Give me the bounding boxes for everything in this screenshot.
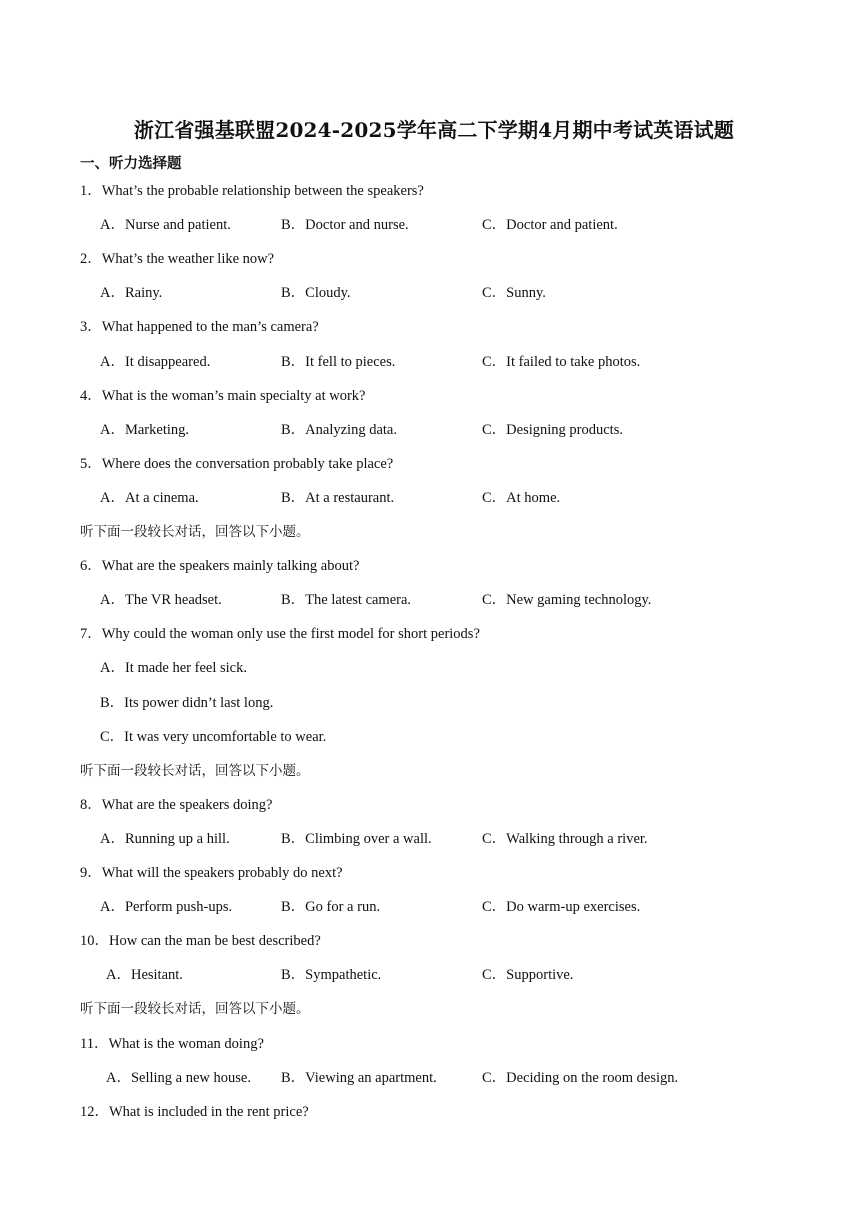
- question-stem: 3．What happened to the man’s camera?: [80, 319, 319, 335]
- answer-option-a[interactable]: A．Marketing.: [100, 422, 189, 438]
- question-stem: 9．What will the speakers probably do next?: [80, 865, 343, 881]
- instruction-note: 听下面一段较长对话，回答以下小题。: [80, 1001, 310, 1017]
- question-stem: 12．What is included in the rent price?: [80, 1104, 309, 1120]
- answer-option-b[interactable]: B．It fell to pieces.: [281, 354, 396, 370]
- answer-option-b[interactable]: B．Cloudy.: [281, 285, 351, 301]
- answer-option-c[interactable]: C．Designing products.: [482, 422, 623, 438]
- option-row: [0, 1069, 868, 1087]
- question-stem: 10．How can the man be best described?: [80, 933, 321, 949]
- option-row: [0, 353, 868, 371]
- option-row: [0, 591, 868, 609]
- question-stem: 7．Why could the woman only use the first model for short periods?: [80, 626, 480, 642]
- answer-option-b[interactable]: B．Viewing an apartment.: [281, 1070, 437, 1086]
- answer-option-a[interactable]: A．Hesitant.: [106, 967, 183, 983]
- question-stem: 2．What’s the weather like now?: [80, 251, 275, 267]
- option-row: [0, 216, 868, 234]
- option-row: [0, 284, 868, 302]
- question-stem: 5．Where does the conversation probably take place?: [80, 456, 394, 472]
- answer-option-b[interactable]: B．The latest camera.: [281, 592, 412, 608]
- page-title: 浙江省强基联盟2024-2025学年高二下学期4月期中考试英语试题: [133, 118, 735, 142]
- answer-option-a[interactable]: A．Selling a new house.: [106, 1070, 251, 1086]
- question-stem: 1．What’s the probable relationship between the speakers?: [80, 183, 424, 199]
- answer-option-c[interactable]: C．Walking through a river.: [482, 831, 648, 847]
- instruction-note: 听下面一段较长对话，回答以下小题。: [80, 763, 310, 779]
- option-row: [0, 898, 868, 916]
- answer-option-a[interactable]: A．It disappeared.: [100, 354, 211, 370]
- answer-option[interactable]: C．It was very uncomfortable to wear.: [100, 729, 327, 745]
- answer-option-c[interactable]: C．It failed to take photos.: [482, 354, 641, 370]
- question-stem: 11．What is the woman doing?: [80, 1036, 264, 1052]
- question-stem: 6．What are the speakers mainly talking about?: [80, 558, 360, 574]
- answer-option-b[interactable]: B．Doctor and nurse.: [281, 217, 409, 233]
- answer-option-c[interactable]: C．New gaming technology.: [482, 592, 652, 608]
- answer-option-a[interactable]: A．Running up a hill.: [100, 831, 230, 847]
- answer-option-a[interactable]: A．At a cinema.: [100, 490, 199, 506]
- option-row: [0, 489, 868, 507]
- answer-option-c[interactable]: C．At home.: [482, 490, 561, 506]
- answer-option-a[interactable]: A．Nurse and patient.: [100, 217, 231, 233]
- answer-option-b[interactable]: B．Analyzing data.: [281, 422, 397, 438]
- answer-option-a[interactable]: A．Rainy.: [100, 285, 163, 301]
- answer-option-c[interactable]: C．Supportive.: [482, 967, 574, 983]
- answer-option-b[interactable]: B．Climbing over a wall.: [281, 831, 432, 847]
- question-stem: 4．What is the woman’s main specialty at work?: [80, 388, 366, 404]
- instruction-note: 听下面一段较长对话，回答以下小题。: [80, 524, 310, 540]
- answer-option-a[interactable]: A．Perform push-ups.: [100, 899, 233, 915]
- question-stem: 8．What are the speakers doing?: [80, 797, 273, 813]
- option-row: [0, 830, 868, 848]
- option-row: [0, 421, 868, 439]
- answer-option-c[interactable]: C．Doctor and patient.: [482, 217, 618, 233]
- answer-option[interactable]: A．It made her feel sick.: [100, 660, 247, 676]
- answer-option-c[interactable]: C．Sunny.: [482, 285, 546, 301]
- answer-option-a[interactable]: A．The VR headset.: [100, 592, 222, 608]
- section-heading: 一、听力选择题: [80, 156, 182, 172]
- answer-option-b[interactable]: B．At a restaurant.: [281, 490, 395, 506]
- answer-option-b[interactable]: B．Go for a run.: [281, 899, 381, 915]
- answer-option-c[interactable]: C．Deciding on the room design.: [482, 1070, 679, 1086]
- answer-option[interactable]: B．Its power didn’t last long.: [100, 695, 274, 711]
- answer-option-b[interactable]: B．Sympathetic.: [281, 967, 382, 983]
- answer-option-c[interactable]: C．Do warm-up exercises.: [482, 899, 641, 915]
- option-row: [0, 966, 868, 984]
